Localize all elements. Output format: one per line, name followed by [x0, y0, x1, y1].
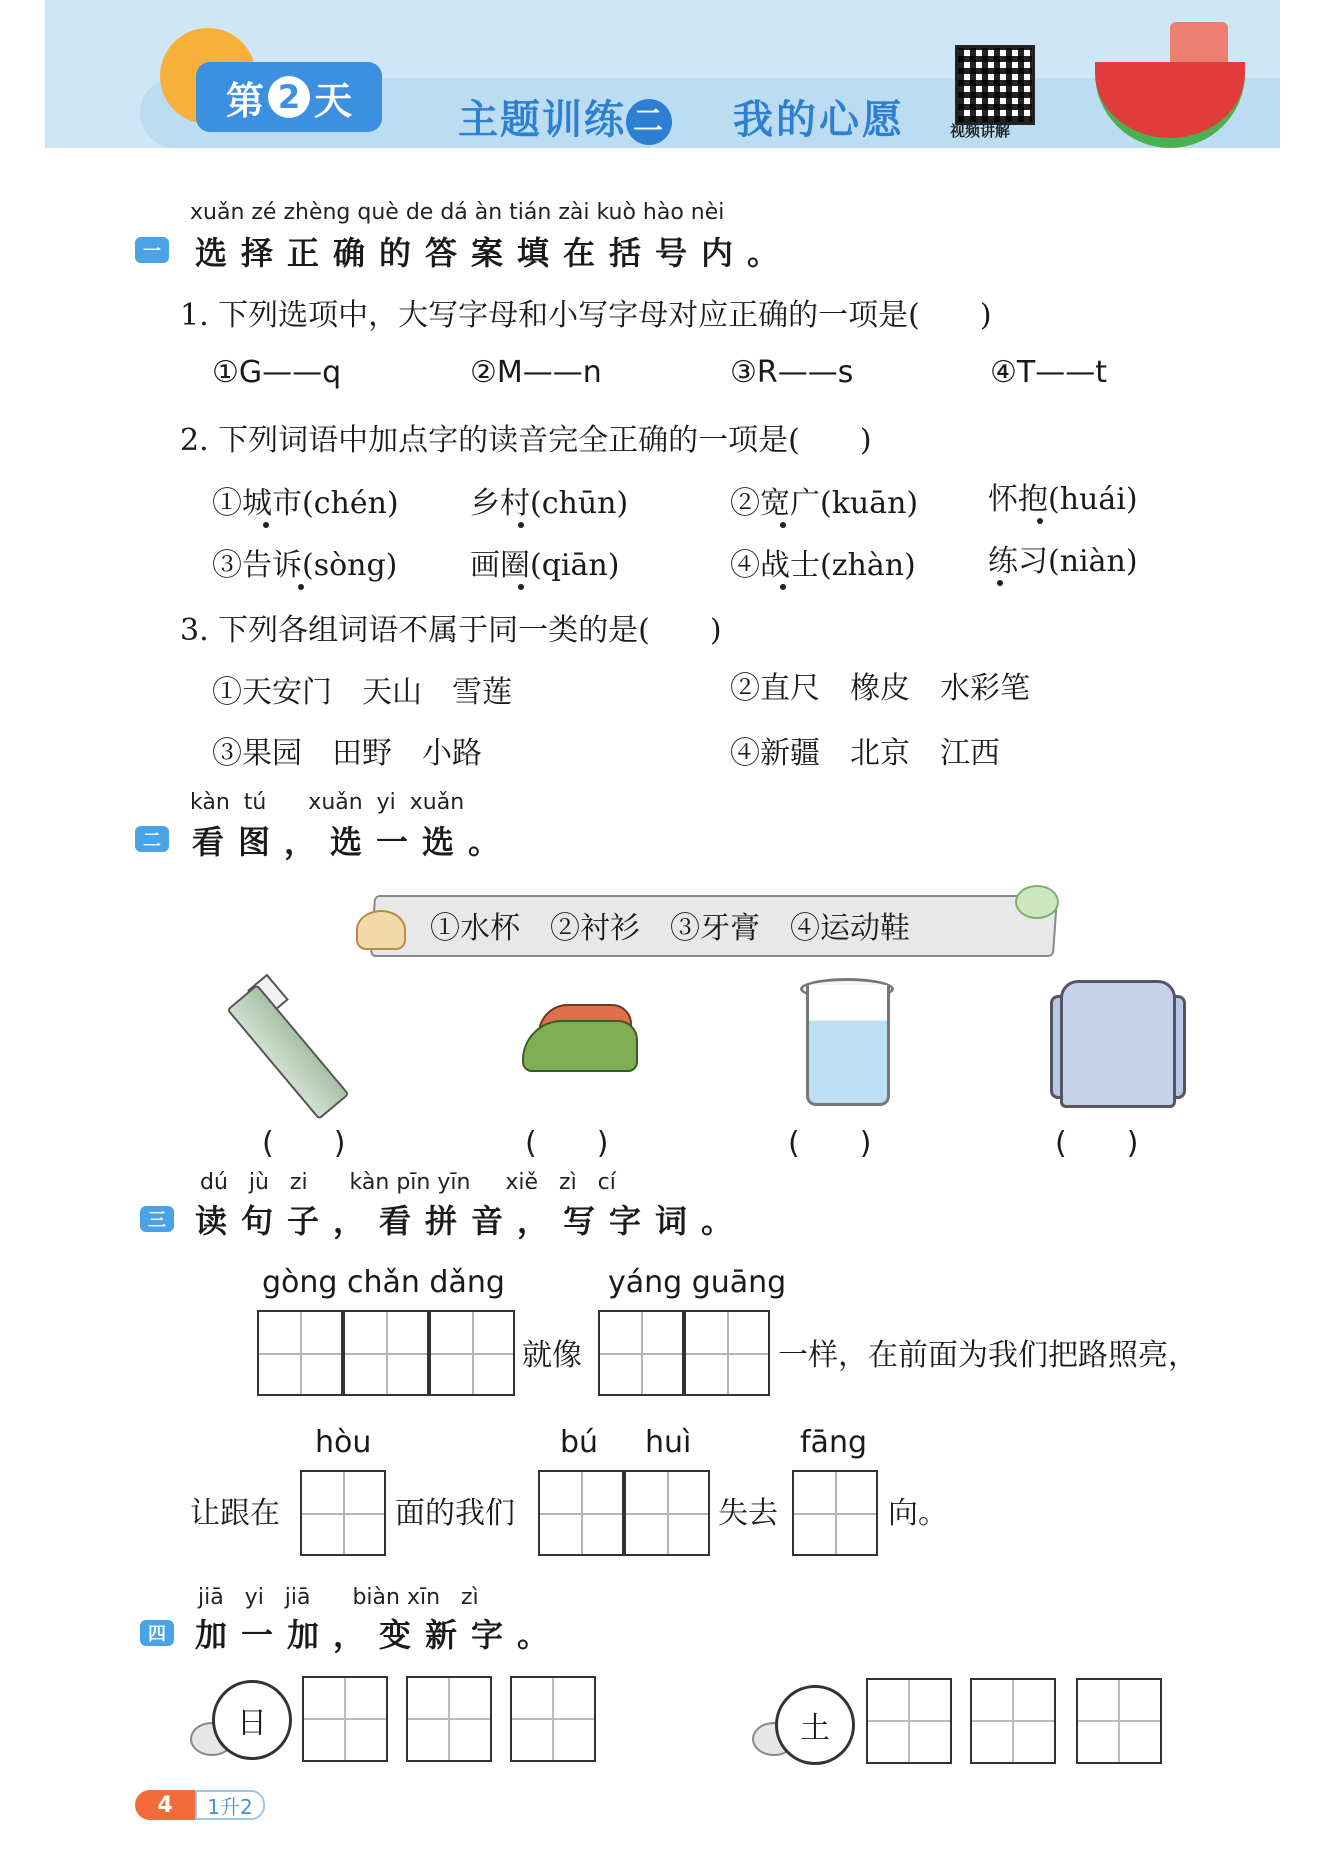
line2-text-mid2: 失去: [718, 1496, 778, 1531]
writing-box[interactable]: [429, 1310, 515, 1396]
water-glass-icon: [806, 985, 890, 1106]
writing-box[interactable]: [624, 1470, 710, 1556]
sneaker-icon: [522, 1020, 638, 1072]
emphasis-dot: [997, 580, 1003, 586]
line2-pinyin-2a: bú: [560, 1425, 599, 1460]
page-number: 4: [135, 1790, 195, 1820]
line2-pinyin-1: hòu: [315, 1425, 372, 1460]
emphasis-dot: [518, 522, 524, 528]
section1-pinyin: xuǎn zé zhèng què de dá àn tián zài kuò hào nèi: [190, 200, 725, 225]
line1-pinyin-1: gòng chǎn dǎng: [262, 1265, 505, 1300]
writing-box[interactable]: [1076, 1678, 1162, 1764]
writing-box[interactable]: [343, 1310, 429, 1396]
writing-box[interactable]: [302, 1676, 388, 1762]
toothpaste-icon: [226, 984, 349, 1120]
day-suffix: 天: [314, 78, 353, 123]
day-number: 2: [268, 76, 310, 118]
q2-option-4a[interactable]: ④战士(zhàn): [730, 548, 916, 583]
qr-code-icon[interactable]: [955, 45, 1035, 125]
q1-option-3[interactable]: ③R——s: [730, 355, 854, 390]
line2-text-end: 向。: [888, 1496, 948, 1531]
section3-title: 读句子，看拼音，写字词。: [195, 1202, 748, 1240]
emphasis-dot: [1037, 518, 1043, 524]
answer-blank-1[interactable]: ( ): [262, 1126, 346, 1161]
q2-option-4b: 练习(niàn): [988, 544, 1138, 579]
theme-title: [458, 88, 672, 145]
section4-pinyin: jiā yi jiā biàn xīn zì: [198, 1585, 479, 1610]
section1-badge: 一: [135, 237, 169, 263]
section2-badge: 二: [135, 826, 169, 852]
day-badge: [196, 62, 382, 132]
q2-stem: 2. 下列词语中加点字的读音完全正确的一项是( ): [180, 423, 872, 458]
answer-blank-3[interactable]: ( ): [788, 1126, 872, 1161]
q3-option-2[interactable]: ②直尺 橡皮 水彩笔: [730, 671, 1030, 706]
q2-option-3a[interactable]: ③告诉(sòng): [212, 548, 398, 583]
writing-box[interactable]: [970, 1678, 1056, 1764]
snail-icon: [356, 910, 406, 950]
writing-box[interactable]: [598, 1310, 684, 1396]
q3-stem: 3. 下列各组词语不属于同一类的是( ): [180, 613, 722, 648]
writing-box[interactable]: [866, 1678, 952, 1764]
emphasis-dot: [780, 584, 786, 590]
q1-option-1[interactable]: ①G——q: [212, 355, 342, 390]
line2-text-mid: 面的我们: [395, 1496, 515, 1531]
q3-option-1[interactable]: ①天安门 天山 雪莲: [212, 675, 512, 710]
q2-option-2a[interactable]: ②宽广(kuān): [730, 486, 919, 521]
base-char-1: 日: [212, 1680, 292, 1760]
answer-blank-2[interactable]: ( ): [525, 1126, 609, 1161]
section4-badge: 四: [140, 1620, 174, 1646]
q1-stem: 1. 下列选项中，大写字母和小写字母对应正确的一项是( ): [180, 298, 992, 333]
writing-box[interactable]: [510, 1676, 596, 1762]
qr-label: 视频讲解: [950, 122, 1011, 140]
writing-box[interactable]: [406, 1676, 492, 1762]
theme-number: 二: [626, 99, 672, 145]
writing-box[interactable]: [300, 1470, 386, 1556]
section2-title: 看图，选一选。: [192, 823, 515, 861]
line2-text-start: 让跟在: [190, 1496, 280, 1531]
theme-label: 主题训练: [458, 97, 626, 143]
section4-title: 加一加，变新字。: [195, 1616, 564, 1654]
q1-option-2[interactable]: ②M——n: [470, 355, 602, 390]
line1-text-1: 就像: [522, 1338, 582, 1373]
writing-box[interactable]: [538, 1470, 624, 1556]
writing-box[interactable]: [257, 1310, 343, 1396]
shirt-icon: [1060, 980, 1176, 1108]
section3-pinyin: dú jù zi kàn pīn yīn xiě zì cí: [200, 1170, 616, 1195]
q3-option-3[interactable]: ③果园 田野 小路: [212, 736, 482, 771]
section1-title: 选择正确的答案填在括号内。: [195, 234, 794, 272]
base-char-2: 土: [775, 1685, 855, 1765]
emphasis-dot: [298, 584, 304, 590]
leaf-icon: [1015, 885, 1059, 919]
line1-text-2: 一样，在前面为我们把路照亮，: [778, 1338, 1198, 1373]
emphasis-dot: [780, 522, 786, 528]
q1-option-4[interactable]: ④T——t: [990, 355, 1107, 390]
q2-option-2b: 怀抱(huái): [988, 482, 1138, 517]
grade-badge: 1升2: [195, 1790, 265, 1820]
q3-option-4[interactable]: ④新疆 北京 江西: [730, 736, 1000, 771]
q2-option-1b: 乡村(chūn): [470, 486, 629, 521]
line2-pinyin-3: fāng: [800, 1425, 868, 1460]
writing-box[interactable]: [684, 1310, 770, 1396]
emphasis-dot: [518, 584, 524, 590]
wish-title: 我的心愿: [733, 97, 905, 143]
q2-option-3b: 画圈(qiān): [470, 548, 620, 583]
answer-blank-4[interactable]: ( ): [1055, 1126, 1139, 1161]
day-prefix: 第: [225, 78, 264, 123]
line1-pinyin-2: yáng guāng: [608, 1265, 787, 1300]
section2-pinyin: kàn tú xuǎn yi xuǎn: [190, 790, 465, 815]
line2-pinyin-2b: huì: [645, 1425, 692, 1460]
q2-option-1a[interactable]: ①城市(chén): [212, 486, 399, 521]
word-bank-text: ①水杯 ②衬衫 ③牙膏 ④运动鞋: [430, 911, 910, 946]
emphasis-dot: [263, 522, 269, 528]
writing-box[interactable]: [792, 1470, 878, 1556]
section3-badge: 三: [140, 1206, 174, 1232]
